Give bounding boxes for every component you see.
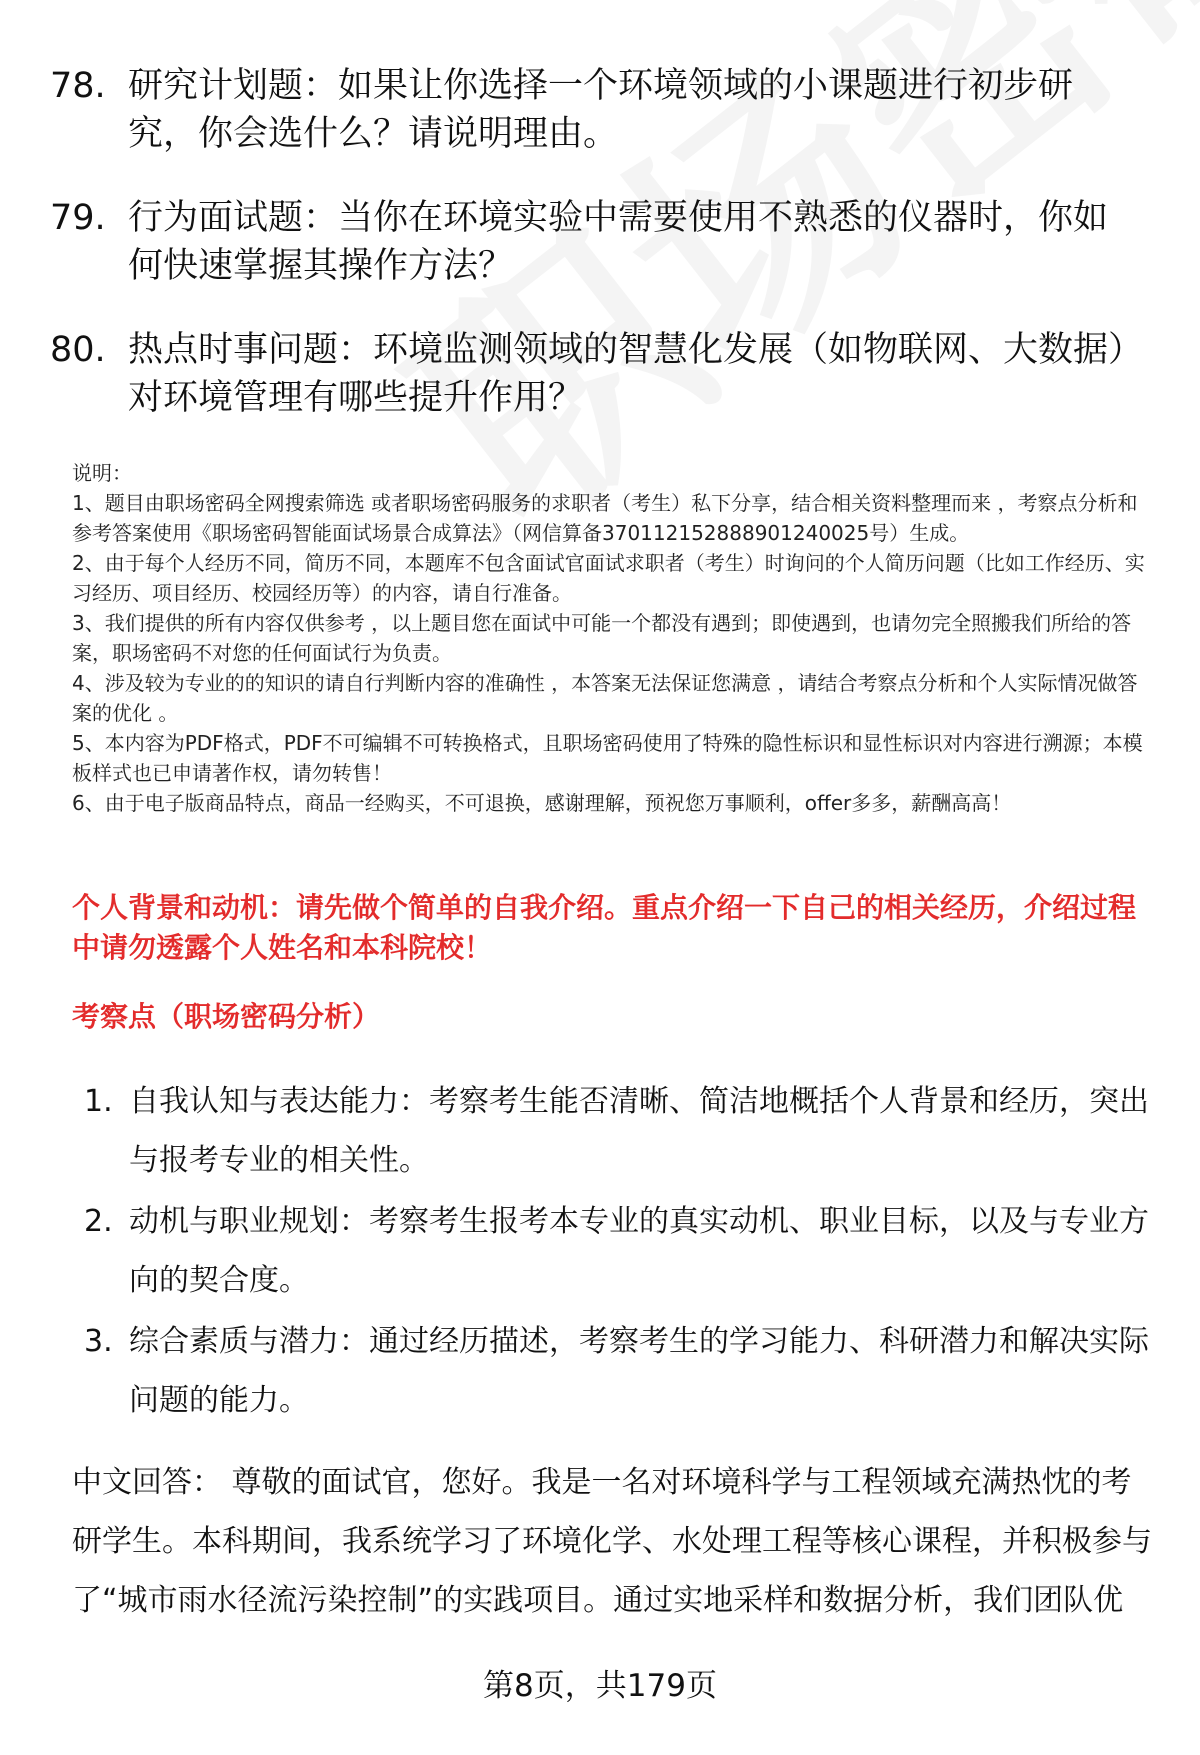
notes-item: 2、由于每个人经历不同，简历不同，本题库不包含面试官面试求职者（考生）时询问的个人简历问题（比如工作经历、实习经历、项目经历、校园经历等）的内容，请自行准备。 [72, 551, 1145, 605]
list-item-number: 2. [84, 1204, 113, 1239]
list-item [72, 1192, 1152, 1310]
question-79 [50, 194, 1140, 290]
notes-title: 说明： [72, 461, 132, 485]
key-points-title: 考察点（职场密码分析） [72, 1000, 381, 1033]
list-item-number: 3. [84, 1324, 113, 1359]
list-item-number: 1. [84, 1084, 113, 1119]
list-item-text: 动机与职业规划：考察考生报考本专业的真实动机、职业目标，以及与专业方向的契合度。 [129, 1204, 1149, 1298]
disclaimer-notes [72, 458, 1152, 818]
question-text: 行为面试题：当你在环境实验中需要使用不熟悉的仪器时，你如何快速掌握其操作方法？ [128, 198, 1109, 286]
notes-item: 6、由于电子版商品特点，商品一经购买，不可退换，感谢理解，预祝您万事顺利，offer多多，薪酬高高！ [72, 791, 1012, 815]
background-question: 个人背景和动机：请先做个简单的自我介绍。重点介绍一下自己的相关经历，介绍过程中请勿透露个人姓名和本科院校！ [72, 891, 1137, 964]
question-number: 80. [50, 330, 106, 370]
answer-paragraph: 中文回答： 尊敬的面试官，您好。我是一名对环境科学与工程领域充满热忱的考研学生。本科期间，我系统学习了环境化学、水处理工程等核心课程，并积极参与了“城市雨水径流污染控制”的实践项目。通过实地采样和数据分析，我们团队优 [72, 1465, 1152, 1618]
list-item [72, 1312, 1152, 1430]
notes-item: 3、我们提供的所有内容仅供参考 ，以上题目您在面试中可能一个都没有遇到；即使遇到，也请勿完全照搬我们所给的答案，职场密码不对您的任何面试行为负责。 [72, 611, 1132, 665]
question-number: 79. [50, 198, 106, 238]
list-item-text: 综合素质与潜力：通过经历描述，考察考生的学习能力、科研潜力和解决实际问题的能力。 [129, 1324, 1149, 1418]
notes-item: 5、本内容为PDF格式，PDF不可编辑不可转换格式，且职场密码使用了特殊的隐性标识和显性标识对内容进行溯源；本模板样式也已申请著作权，请勿转售！ [72, 731, 1143, 785]
notes-item: 4、涉及较为专业的的知识的请自行判断内容的准确性 ，本答案无法保证您满意 ，请结合考察点分析和个人实际情况做答案的优化 。 [72, 671, 1138, 725]
list-item-text: 自我认知与表达能力：考察考生能否清晰、简洁地概括个人背景和经历，突出与报考专业的相关性。 [129, 1084, 1149, 1178]
list-item [72, 1072, 1152, 1190]
key-points-list [72, 1072, 1152, 1432]
question-78 [50, 62, 1140, 158]
notes-item: 1、题目由职场密码全网搜索筛选 或者职场密码服务的求职者（考生）私下分享，结合相关资料整理而来 ，考察点分析和参考答案使用《职场密码智能面试场景合成算法》（网信算备370112152888901240025号）生成。 [72, 491, 1138, 545]
question-number: 78. [50, 66, 106, 106]
question-text: 热点时事问题：环境监测领域的智慧化发展（如物联网、大数据）对环境管理有哪些提升作用？ [128, 330, 1126, 418]
question-80 [50, 326, 1140, 422]
page-footer: 第8页，共179页 [483, 1668, 717, 1704]
question-text: 研究计划题：如果让你选择一个环境领域的小课题进行初步研究，你会选什么？请说明理由。 [128, 66, 1074, 154]
